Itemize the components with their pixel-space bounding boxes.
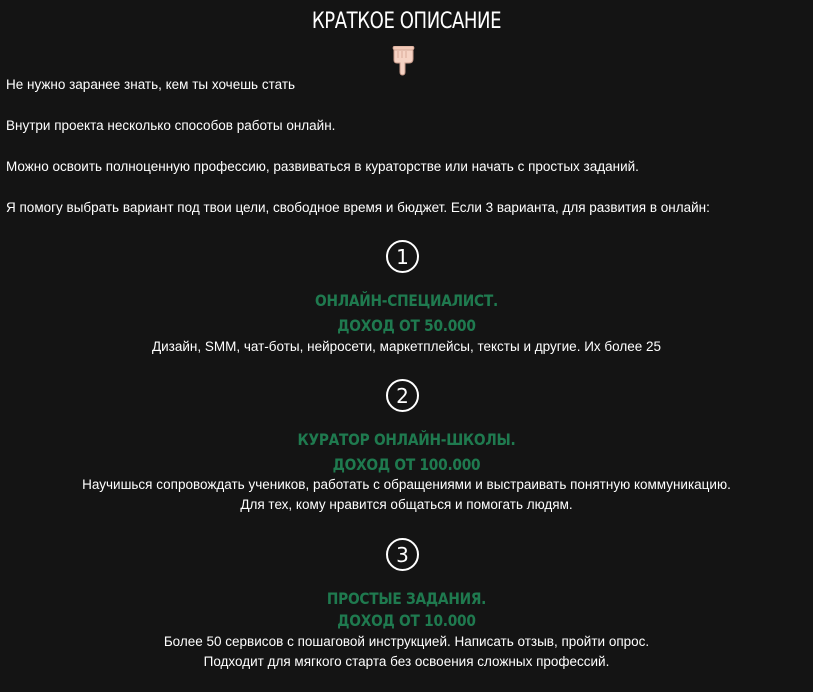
option-description: Научишься сопровождать учеников, работать с обращениями и выстраивать понятную коммуникацию. <box>82 477 731 492</box>
intro-text-1: Не нужно заранее знать, кем ты хочешь стать <box>6 77 296 92</box>
option-income: ДОХОД ОТ 50.000 <box>337 316 476 335</box>
option-income: ДОХОД ОТ 100.000 <box>332 455 481 474</box>
option-income: ДОХОД ОТ 10.000 <box>337 611 476 630</box>
option-title: ОНЛАЙН-СПЕЦИАЛИСТ. <box>315 291 498 310</box>
option-title: КУРАТОР ОНЛАЙН-ШКОЛЫ. <box>297 430 516 449</box>
option-description: Более 50 сервисов с пошаговой инструкцией. Написать отзыв, пройти опрос. <box>163 634 650 649</box>
option-description: Дизайн, SMM, чат-боты, нейросети, маркетплейсы, тексты и другие. Их более 25 <box>151 339 662 354</box>
page-title: КРАТКОЕ ОПИСАНИЕ <box>311 9 502 34</box>
option-title: ПРОСТЫЕ ЗАДАНИЯ. <box>326 589 487 608</box>
intro-text-2: Внутри проекта несколько способов работы онлайн. <box>6 118 336 133</box>
intro-text-3: Можно освоить полноценную профессию, развиваться в кураторстве или начать с простых заданий. <box>6 159 639 174</box>
option-number-badge: 2 <box>386 379 419 412</box>
pointing-down-hand-icon <box>390 46 416 76</box>
option-number-badge: 3 <box>386 538 419 571</box>
option-description: Подходит для мягкого старта без освоения сложных профессий. <box>203 654 610 669</box>
intro-text-4: Я помогу выбрать вариант под твои цели, свободное время и бюджет. Если 3 варианта, для развития в онлайн: <box>6 200 710 215</box>
option-number-badge: 1 <box>386 240 419 273</box>
option-description: Для тех, кому нравится общаться и помогать людям. <box>240 497 573 512</box>
